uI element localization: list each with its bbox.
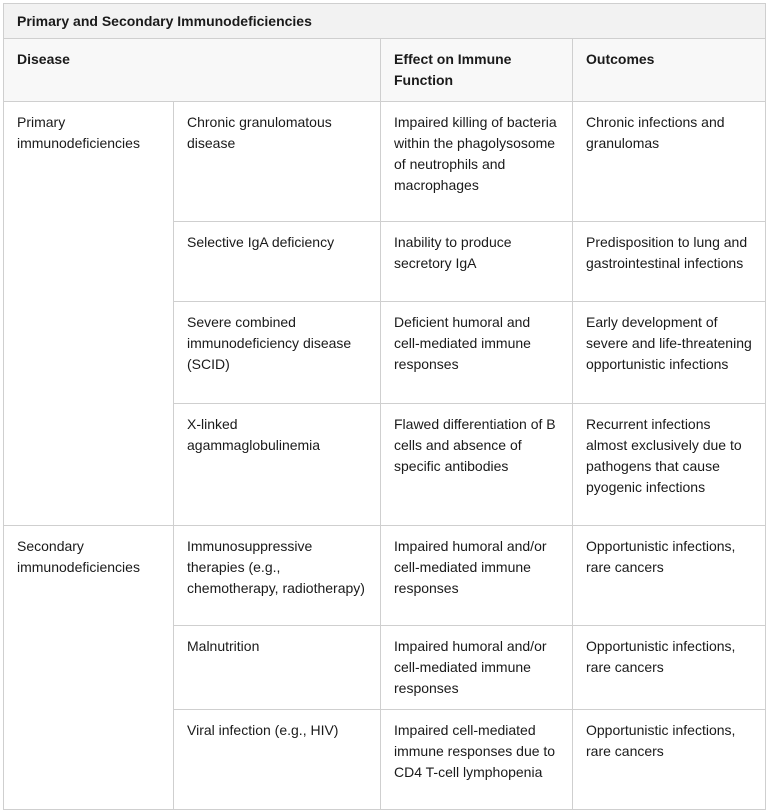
header-disease: Disease bbox=[4, 39, 381, 102]
disease-cell: Chronic granulomatous disease bbox=[174, 102, 381, 222]
effect-cell: Inability to produce secretory IgA bbox=[381, 222, 573, 302]
outcome-cell: Opportunistic infections, rare cancers bbox=[573, 526, 766, 626]
disease-cell: Selective IgA deficiency bbox=[174, 222, 381, 302]
outcome-cell: Early development of severe and life-threatening opportunistic infections bbox=[573, 302, 766, 404]
effect-cell: Impaired humoral and/or cell-mediated immune responses bbox=[381, 526, 573, 626]
table-row bbox=[4, 526, 766, 626]
header-outcomes: Outcomes bbox=[573, 39, 766, 102]
table-row bbox=[4, 102, 766, 222]
outcome-cell: Opportunistic infections, rare cancers bbox=[573, 710, 766, 810]
effect-cell: Impaired killing of bacteria within the phagolysosome of neutrophils and macrophages bbox=[381, 102, 573, 222]
disease-cell: Malnutrition bbox=[174, 626, 381, 710]
table-title-row bbox=[4, 4, 766, 39]
outcome-cell: Predisposition to lung and gastrointestinal infections bbox=[573, 222, 766, 302]
disease-cell: Immunosuppressive therapies (e.g., chemotherapy, radiotherapy) bbox=[174, 526, 381, 626]
effect-cell: Impaired humoral and/or cell-mediated immune responses bbox=[381, 626, 573, 710]
outcome-cell: Opportunistic infections, rare cancers bbox=[573, 626, 766, 710]
table-title: Primary and Secondary Immunodeficiencies bbox=[4, 4, 766, 39]
effect-cell: Impaired cell-mediated immune responses due to CD4 T-cell lymphopenia bbox=[381, 710, 573, 810]
category-secondary: Secondary immunodeficiencies bbox=[4, 526, 174, 810]
disease-cell: X-linked agammaglobulinemia bbox=[174, 404, 381, 526]
immunodeficiency-table bbox=[3, 3, 766, 810]
disease-cell: Severe combined immunodeficiency disease (SCID) bbox=[174, 302, 381, 404]
outcome-cell: Recurrent infections almost exclusively due to pathogens that cause pyogenic infections bbox=[573, 404, 766, 526]
outcome-cell: Chronic infections and granulomas bbox=[573, 102, 766, 222]
table-header-row bbox=[4, 39, 766, 102]
effect-cell: Flawed differentiation of B cells and absence of specific antibodies bbox=[381, 404, 573, 526]
category-primary: Primary immunodeficiencies bbox=[4, 102, 174, 526]
effect-cell: Deficient humoral and cell-mediated immune responses bbox=[381, 302, 573, 404]
header-effect: Effect on Immune Function bbox=[381, 39, 573, 102]
disease-cell: Viral infection (e.g., HIV) bbox=[174, 710, 381, 810]
